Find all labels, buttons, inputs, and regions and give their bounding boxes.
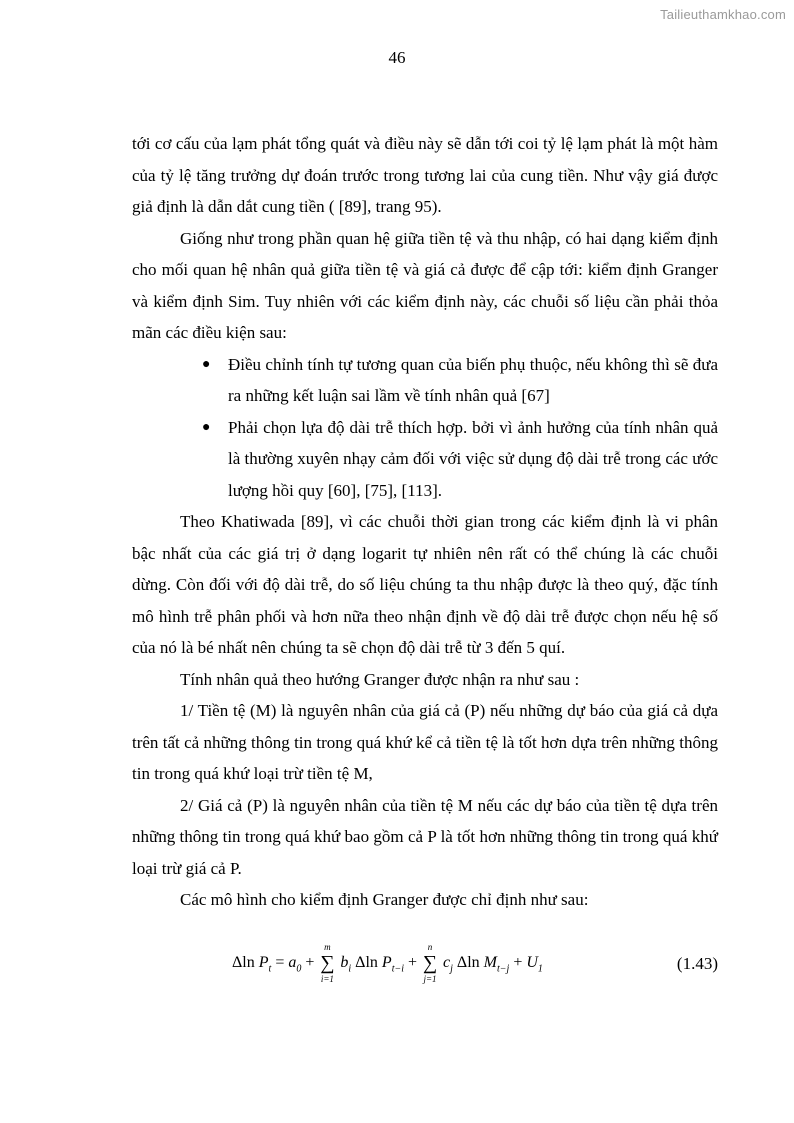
list-item	[202, 412, 718, 507]
paragraph-2: Giống như trong phần quan hệ giữa tiền tệ và thu nhập, có hai dạng kiểm định cho mối quan hệ nhân quả giữa tiền tệ và giá cả được để cập tới: kiểm định Granger và kiểm định Sim. Tuy nhiên với các kiểm định này, các chuỗi số liệu cần phải thỏa mãn các điều kiện sau:	[132, 228, 718, 342]
sum-icon: n ∑ j=1	[422, 942, 438, 984]
condition-list	[132, 349, 718, 507]
list-item-text: Phải chọn lựa độ dài trễ thích hợp. bởi vì ảnh hưởng của tính nhân quả là thường xuyên nhạy cảm đối với việc sử dụng độ dài trễ trong các ước lượng hồi quy [60], [75], [113].	[228, 417, 718, 500]
paragraph-1: tới cơ cấu của lạm phát tổng quát và điều này sẽ dẫn tới coi tỷ lệ lạm phát là một hàm của tỷ lệ tăng trưởng dự đoán trước trong tương lai của cung tiền. Như vậy giá được giả định là dẫn dắt cung tiền ( [89], trang 95).	[132, 134, 718, 216]
watermark: Tailieuthamkhao.com	[660, 7, 786, 22]
bullet-icon: ●	[202, 356, 211, 372]
body-text	[132, 128, 718, 916]
paragraph-3: Theo Khatiwada [89], vì các chuỗi thời gian trong các kiểm định là vi phân bậc nhất của các giá trị ở dạng logarit tự nhiên nên rất có thể chúng là các chuỗi dừng. Còn đối với độ dài trễ, do số liệu chúng ta thu nhập được là theo quý, đặc tính mô hình trễ phân phối và hơn nữa theo nhận định về độ dài trễ được chọn nếu hệ số của nó là bé nhất nên chúng ta sẽ chọn độ dài trễ từ 3 đến 5 quí.	[132, 512, 718, 657]
paragraph-4: Tính nhân quả theo hướng Granger được nhận ra như sau :	[180, 669, 580, 689]
list-item-text: Điều chỉnh tính tự tương quan của biến phụ thuộc, nếu không thì sẽ đưa ra những kết luận sai lầm về tính nhân quả [67]	[228, 354, 718, 405]
paragraph-5: 1/ Tiền tệ (M) là nguyên nhân của giá cả (P) nếu những dự báo của giá cả dựa trên tất cả những thông tin trong quá khứ kể cả tiền tệ là tốt hơn dựa trên những thông tin trong quá khứ loại trừ tiền tệ M,	[132, 701, 718, 783]
equation-body: Δln $P_t = a_0$ + m ∑ i=1 $b_i$ Δln $P_{t-i}$ + n ∑ j=1 $c_j$ Δln $M_{t-j} + U_1$	[232, 942, 543, 984]
equation-number: (1.43)	[676, 954, 718, 973]
sum-icon: m ∑ i=1	[320, 942, 335, 984]
bullet-icon: ●	[202, 419, 211, 435]
paragraph-7: Các mô hình cho kiểm định Granger được chỉ định như sau:	[180, 890, 589, 909]
equation	[232, 944, 718, 988]
page-number: 46	[388, 48, 406, 67]
paragraph-6: 2/ Giá cả (P) là nguyên nhân của tiền tệ M nếu các dự báo của tiền tệ dựa trên những thông tin trong quá khứ bao gồm cả P là tốt hơn những thông tin trong quá khứ loại trừ giá cả P.	[132, 795, 718, 878]
list-item	[202, 349, 718, 412]
